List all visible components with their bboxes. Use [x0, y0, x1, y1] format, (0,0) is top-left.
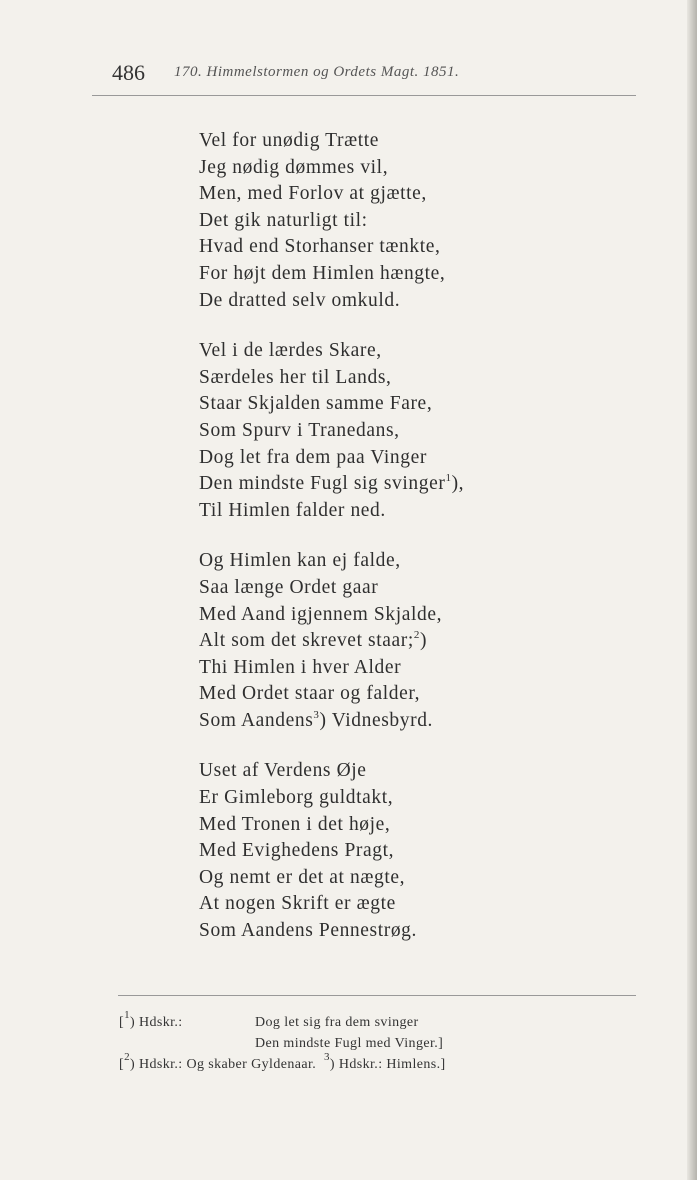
stanza [199, 128, 619, 314]
poem-line-text: Men, med Forlov at gjætte, [199, 183, 427, 205]
poem-line [199, 471, 619, 498]
stanza [199, 758, 619, 944]
poem-line-text: Alt som det skrevet staar; [199, 630, 414, 652]
footnote-1-continuation [119, 1033, 639, 1054]
poem-line [199, 628, 619, 655]
page-number: 486 [112, 60, 145, 85]
poem-line [199, 681, 619, 708]
poem-line [199, 708, 619, 735]
footnote-1-label: Hdskr.: [138, 1015, 183, 1030]
footnotes [119, 1009, 639, 1075]
poem-line-text: Staar Skjalden samme Fare, [199, 393, 433, 415]
poem-line-text: Thi Himlen i hver Alder [199, 656, 402, 678]
poem-line [199, 181, 619, 208]
stanza [199, 338, 619, 524]
footnote-1-line-1: Dog let sig fra dem svinger [255, 1015, 419, 1030]
poem-line [199, 918, 619, 945]
footnote-reference: 1 [445, 472, 452, 485]
footnote-reference: 3 [313, 708, 320, 721]
poem-line-text: Er Gimleborg guldtakt, [199, 787, 394, 809]
stanza [199, 548, 619, 734]
footnote-3-marker: 3 [323, 1051, 330, 1063]
footnote-1 [119, 1009, 639, 1033]
poem-line [199, 838, 619, 865]
poem-line-text: De dratted selv omkuld. [199, 289, 401, 311]
poem-line-trailing: ) Vidnesbyrd. [319, 709, 434, 731]
poem-line [199, 261, 619, 288]
poem [199, 128, 619, 969]
footnote-2-text: Hdskr.: Og skaber Gyldenaar. [138, 1057, 317, 1072]
poem-line-text: Som Spurv i Tranedans, [199, 419, 400, 441]
poem-line [199, 785, 619, 812]
poem-line-text: Som Aandens Pennestrøg. [199, 920, 417, 942]
poem-line-text: Vel for unødig Trætte [199, 130, 379, 151]
poem-line [199, 891, 619, 918]
poem-line [199, 208, 619, 235]
poem-line-text: For højt dem Himlen hængte, [199, 262, 446, 284]
poem-line-text: Og Himlen kan ej falde, [199, 550, 401, 572]
footnote-3-text: Hdskr.: Himlens.] [338, 1057, 446, 1072]
poem-line-text: Hvad end Storhanser tænkte, [199, 236, 441, 258]
poem-line [199, 155, 619, 182]
poem-line-text: Med Tronen i det høje, [199, 813, 391, 835]
poem-line-text: Den mindste Fugl sig svinger [199, 473, 446, 495]
footnote-rule [118, 995, 636, 996]
footnote-2-3: [$^2$) Hdskr.: Og skaber Gyldenaar. $^3$) Hdskr.: Himlens.] [119, 1051, 446, 1072]
poem-line [199, 418, 619, 445]
poem-line [199, 575, 619, 602]
poem-line-text: Særdeles her til Lands, [199, 366, 392, 388]
poem-line-text: Jeg nødig dømmes vil, [199, 156, 389, 178]
poem-line [199, 548, 619, 575]
footnote-reference: 2 [413, 629, 420, 642]
running-title: 170. Himmelstormen og Ordets Magt. 1851. [174, 64, 460, 80]
poem-line-text: Med Aand igjennem Skjalde, [199, 603, 443, 625]
poem-line [199, 445, 619, 472]
page-edge-shadow [687, 0, 697, 1180]
footnote-1-marker: 1 [124, 1009, 130, 1021]
poem-line-text: Dog let fra dem paa Vinger [199, 446, 427, 468]
poem-line [199, 498, 619, 525]
poem-line-text: Uset af Verdens Øje [199, 760, 367, 782]
poem-line [199, 338, 619, 365]
footnote-1-line-2: Den mindste Fugl med Vinger.] [255, 1036, 444, 1051]
poem-line-text: Til Himlen falder ned. [199, 499, 386, 521]
header-rule [92, 95, 636, 96]
poem-line [199, 365, 619, 392]
poem-line-text: Med Evighedens Pragt, [199, 840, 395, 862]
poem-line [199, 812, 619, 839]
poem-line-text: Som Aandens [199, 709, 314, 731]
poem-line [199, 758, 619, 785]
page-header [112, 60, 642, 88]
poem-line [199, 865, 619, 892]
poem-line-text: Med Ordet staar og falder, [199, 683, 421, 705]
poem-line-text: Vel i de lærdes Skare, [199, 340, 382, 362]
poem-line [199, 128, 619, 155]
poem-line [199, 288, 619, 315]
poem-line [199, 602, 619, 629]
poem-line-text: Og nemt er det at nægte, [199, 866, 406, 888]
poem-line-text: Det gik naturligt til: [199, 209, 368, 231]
footnote-1-label-wrap: [$^1$) Hdskr.: [119, 1009, 183, 1030]
footnote-2-marker: 2 [124, 1051, 130, 1063]
poem-line-trailing: ), [451, 473, 465, 495]
poem-line-text: At nogen Skrift er ægte [199, 893, 396, 915]
poem-line [199, 655, 619, 682]
poem-line [199, 391, 619, 418]
poem-line-text: Saa længe Ordet gaar [199, 576, 379, 598]
poem-line-trailing: ) [420, 630, 428, 652]
poem-line [199, 234, 619, 261]
